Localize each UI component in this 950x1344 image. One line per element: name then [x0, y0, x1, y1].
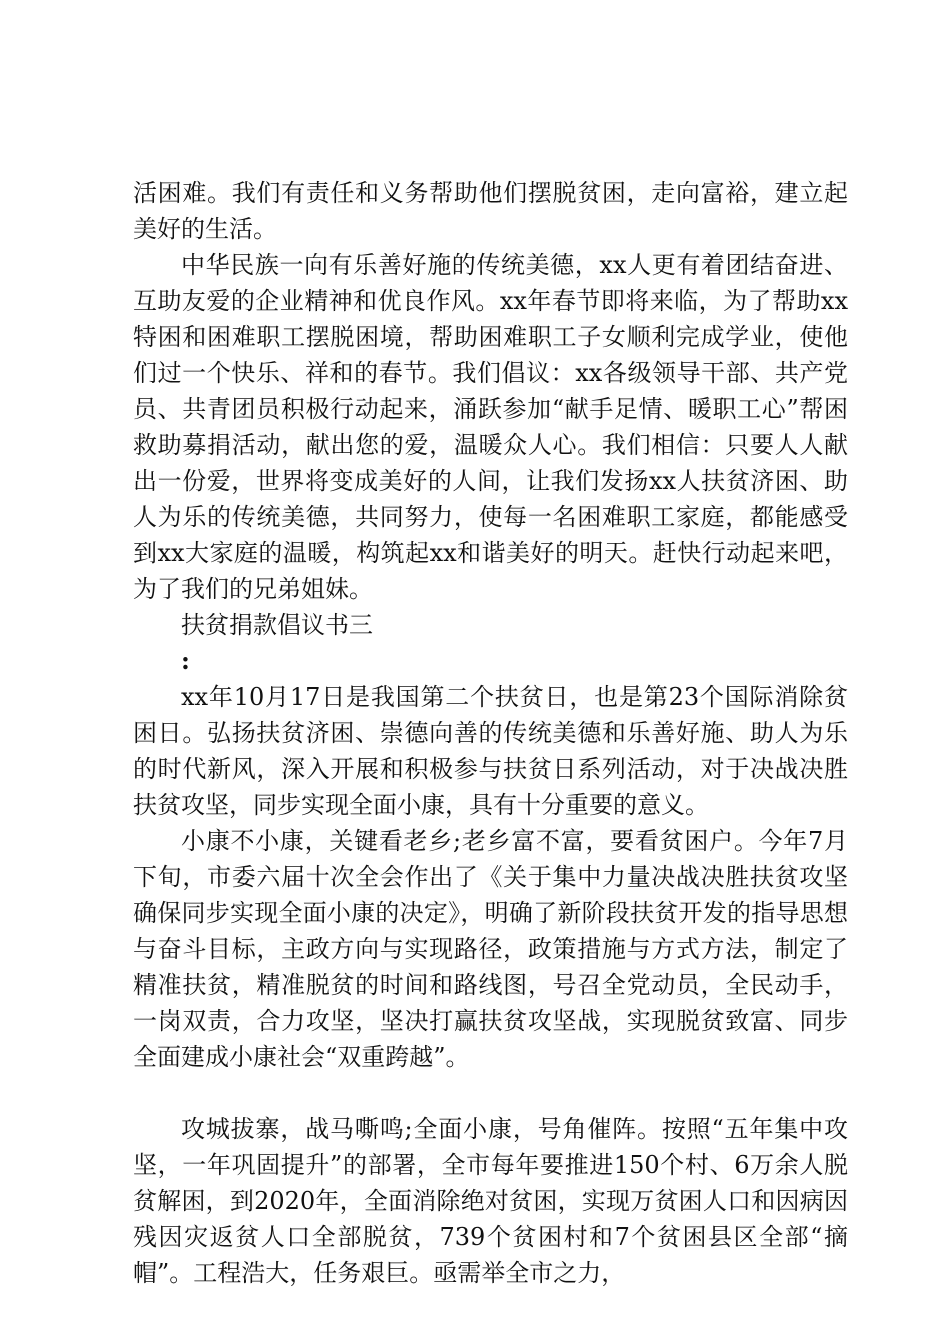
paragraph-continuation: 活困难。我们有责任和义务帮助他们摆脱贫困，走向富裕，建立起美好的生活。: [133, 179, 848, 243]
paragraph-xiaokang: 小康不小康，关键看老乡;老乡富不富，要看贫困户。今年7月下旬，市委六届十次全会作出了《关于集中力量决战决胜扶贫攻坚确保同步实现全面小康的决定》，明确了新阶段扶贫开发的指导思想与奋斗目标，主政方向与实现路径，政策措施与方式方法，制定了精准扶贫，精准脱贫的时间和路线图，号召全党动员，全民动手，一岗双责，合力攻坚，坚决打赢扶贫攻坚战，实现脱贫致富、同步全面建成小康社会“双重跨越”。: [133, 827, 848, 1071]
heading-colon: :: [181, 646, 190, 675]
section-heading: 扶贫捐款倡议书三: [181, 611, 373, 639]
paragraph-poverty-day: xx年10月17日是我国第二个扶贫日，也是第23个国际消除贫困日。弘扬扶贫济困、崇德向善的传统美德和乐善好施、助人为乐的时代新风，深入开展和积极参与扶贫日系列活动，对于决战决胜扶贫攻坚，同步实现全面小康，具有十分重要的意义。: [133, 683, 848, 819]
paragraph-five-year-plan: 攻城拔寨，战马嘶鸣;全面小康，号角催阵。按照“五年集中攻坚，一年巩固提升”的部署，全市每年要推进150个村、6万余人脱贫解困，到2020年，全面消除绝对贫困，实现万贫困人口和因病因残因灾返贫人口全部脱贫，739个贫困村和7个贫困县区全部“摘帽”。工程浩大，任务艰巨。亟需举全市之力，: [133, 1115, 848, 1287]
paragraph-gap: [133, 1075, 848, 1111]
paragraph-spring-festival-appeal: 中华民族一向有乐善好施的传统美德，xx人更有着团结奋进、互助友爱的企业精神和优良作风。xx年春节即将来临，为了帮助xx特困和困难职工摆脱困境，帮助困难职工子女顺利完成学业，使他们过一个快乐、祥和的春节。我们倡议：xx各级领导干部、共产党员、共青团员积极行动起来，涌跃参加“献手足情、暖职工心”帮困救助募捐活动，献出您的爱，温暖众人心。我们相信：只要人人献出一份爱，世界将变成美好的人间，让我们发扬xx人扶贫济困、助人为乐的传统美德，共同努力，使每一名困难职工家庭，都能感受到xx大家庭的温暖，构筑起xx和谐美好的明天。赶快行动起来吧，为了我们的兄弟姐妹。: [133, 251, 848, 603]
document-body: [133, 175, 848, 1291]
